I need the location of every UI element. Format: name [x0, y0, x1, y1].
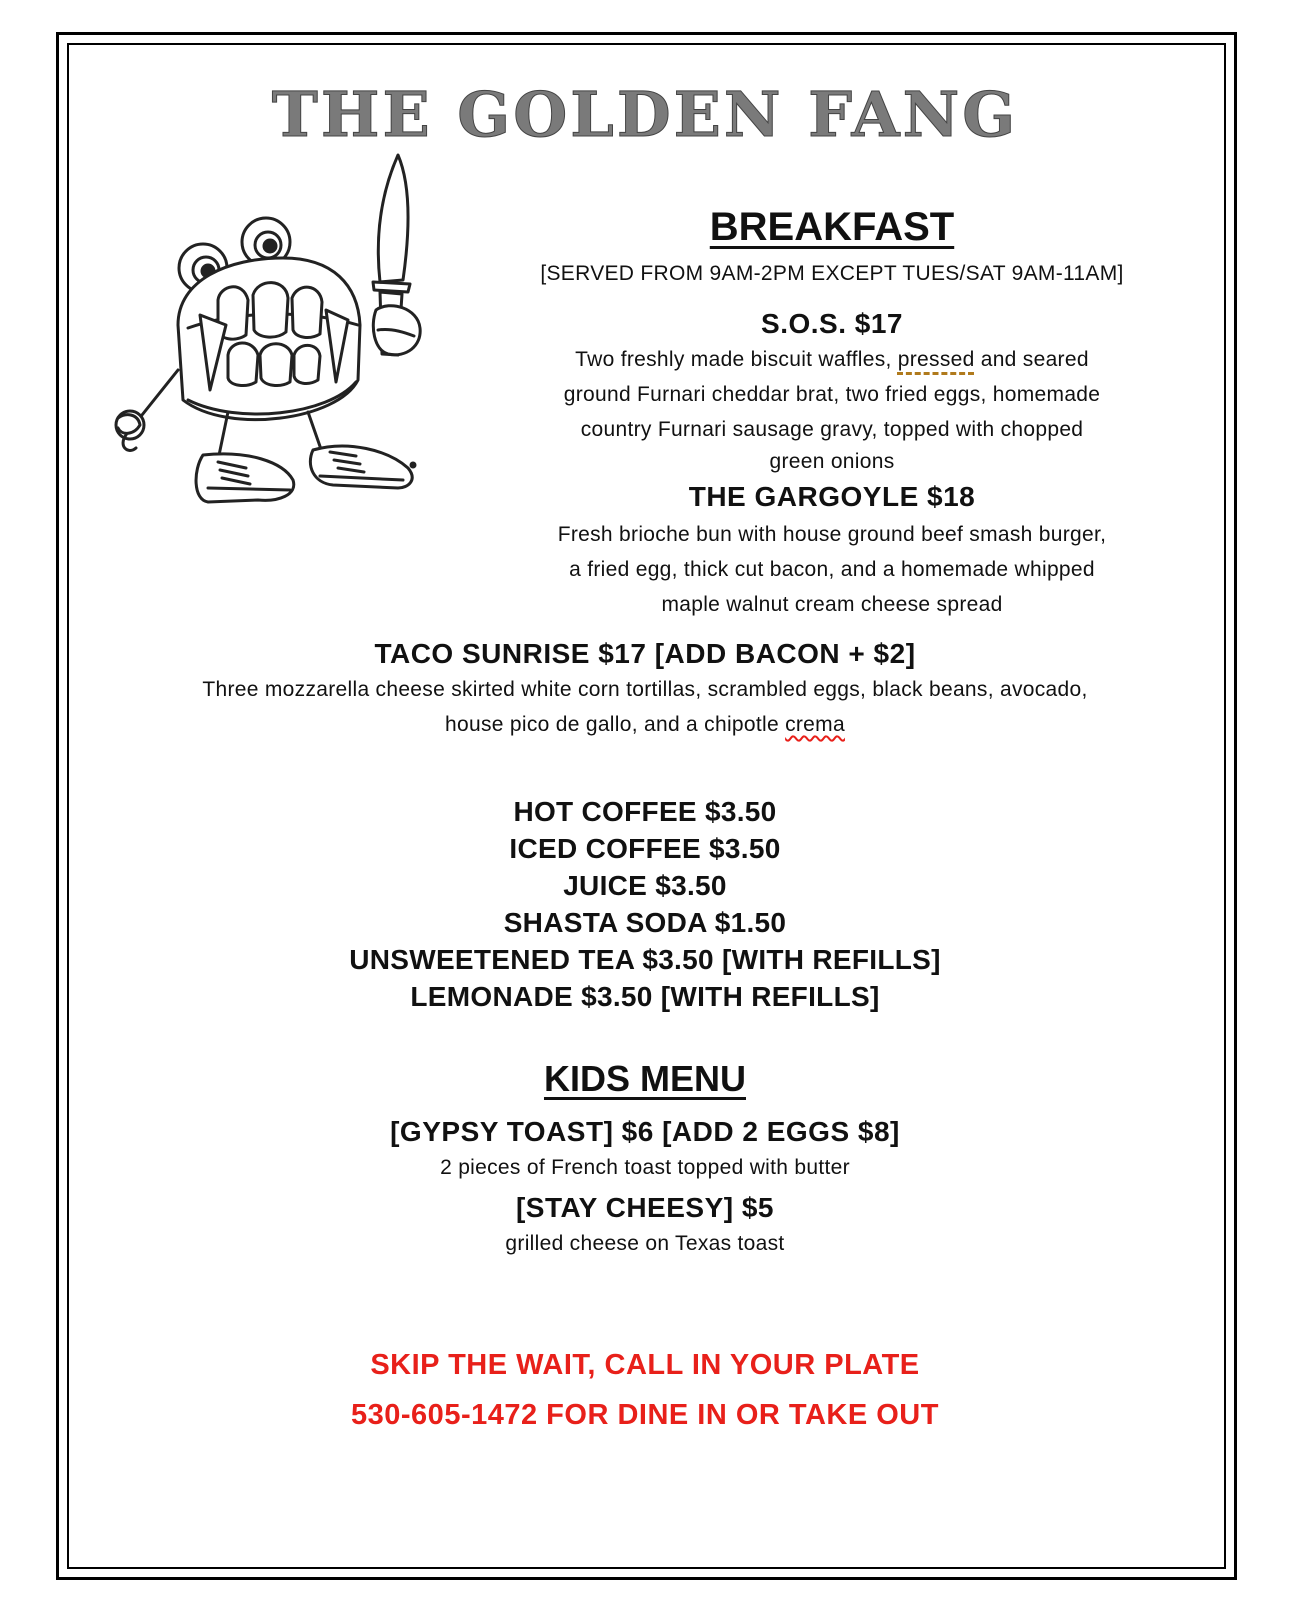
breakfast-hours: [SERVED FROM 9AM-2PM EXCEPT TUES/SAT 9AM-11AM] — [540, 262, 1124, 285]
desc-line: a fried egg, thick cut bacon, and a homemade whipped — [569, 558, 1095, 581]
cta-line-1: SKIP THE WAIT, CALL IN YOUR PLATE — [370, 1349, 920, 1381]
desc-line — [512, 342, 1152, 377]
menu-item-title-sos: S.O.S. $17 — [761, 308, 903, 339]
fangs-mascot-with-knife-icon — [108, 150, 438, 550]
drink-item: SHASTA SODA $1.50 — [503, 907, 787, 938]
desc-line — [120, 707, 1170, 742]
menu-item-desc-sos — [512, 342, 1152, 477]
drink-item: HOT COFFEE $3.50 — [513, 796, 777, 827]
call-to-action — [140, 1340, 1150, 1440]
spelling-flag: pressed — [897, 348, 975, 371]
menu-item-title-taco-sunrise: TACO SUNRISE $17 [ADD BACON + $2] — [374, 638, 916, 669]
desc-line: ground Furnari cheddar brat, two fried eggs, homemade — [563, 383, 1101, 406]
desc-line: green onions — [769, 450, 895, 473]
kids-item-title-gypsy-toast: [GYPSY TOAST] $6 [ADD 2 EGGS $8] — [390, 1116, 900, 1147]
kids-item-desc-gypsy-toast: 2 pieces of French toast topped with butter — [440, 1156, 850, 1179]
menu-item-desc-taco-sunrise — [120, 672, 1170, 742]
desc-line: Three mozzarella cheese skirted white corn tortillas, scrambled eggs, black beans, avocado, — [202, 678, 1088, 701]
drinks-list — [140, 793, 1150, 1015]
desc-text: and seared — [974, 348, 1089, 371]
menu-item-desc-gargoyle — [512, 517, 1152, 622]
desc-text: Two freshly made biscuit waffles, — [575, 348, 898, 371]
desc-line: country Furnari sausage gravy, topped with chopped — [580, 418, 1084, 441]
cta-phone-line[interactable]: 530-605-1472 FOR DINE IN OR TAKE OUT — [351, 1399, 939, 1431]
kids-item-desc-stay-cheesy: grilled cheese on Texas toast — [505, 1232, 785, 1255]
drink-item: ICED COFFEE $3.50 — [509, 833, 781, 864]
desc-line: Fresh brioche bun with house ground beef smash burger, — [557, 523, 1107, 546]
kids-menu-heading: KIDS MENU — [543, 1058, 746, 1099]
kids-item-title-stay-cheesy: [STAY CHEESY] $5 — [515, 1192, 775, 1223]
drink-item: LEMONADE $3.50 [WITH REFILLS] — [410, 981, 880, 1012]
drink-item: JUICE $3.50 — [563, 870, 727, 901]
menu-item-title-gargoyle: THE GARGOYLE $18 — [688, 481, 976, 512]
desc-text: house pico de gallo, and a chipotle — [445, 713, 786, 736]
desc-line: maple walnut cream cheese spread — [661, 593, 1003, 616]
drink-item: UNSWEETENED TEA $3.50 [WITH REFILLS] — [349, 944, 941, 975]
restaurant-title: THE GOLDEN FANG — [271, 78, 1019, 151]
spelling-flag: crema — [785, 713, 845, 736]
breakfast-heading: BREAKFAST — [709, 205, 955, 249]
